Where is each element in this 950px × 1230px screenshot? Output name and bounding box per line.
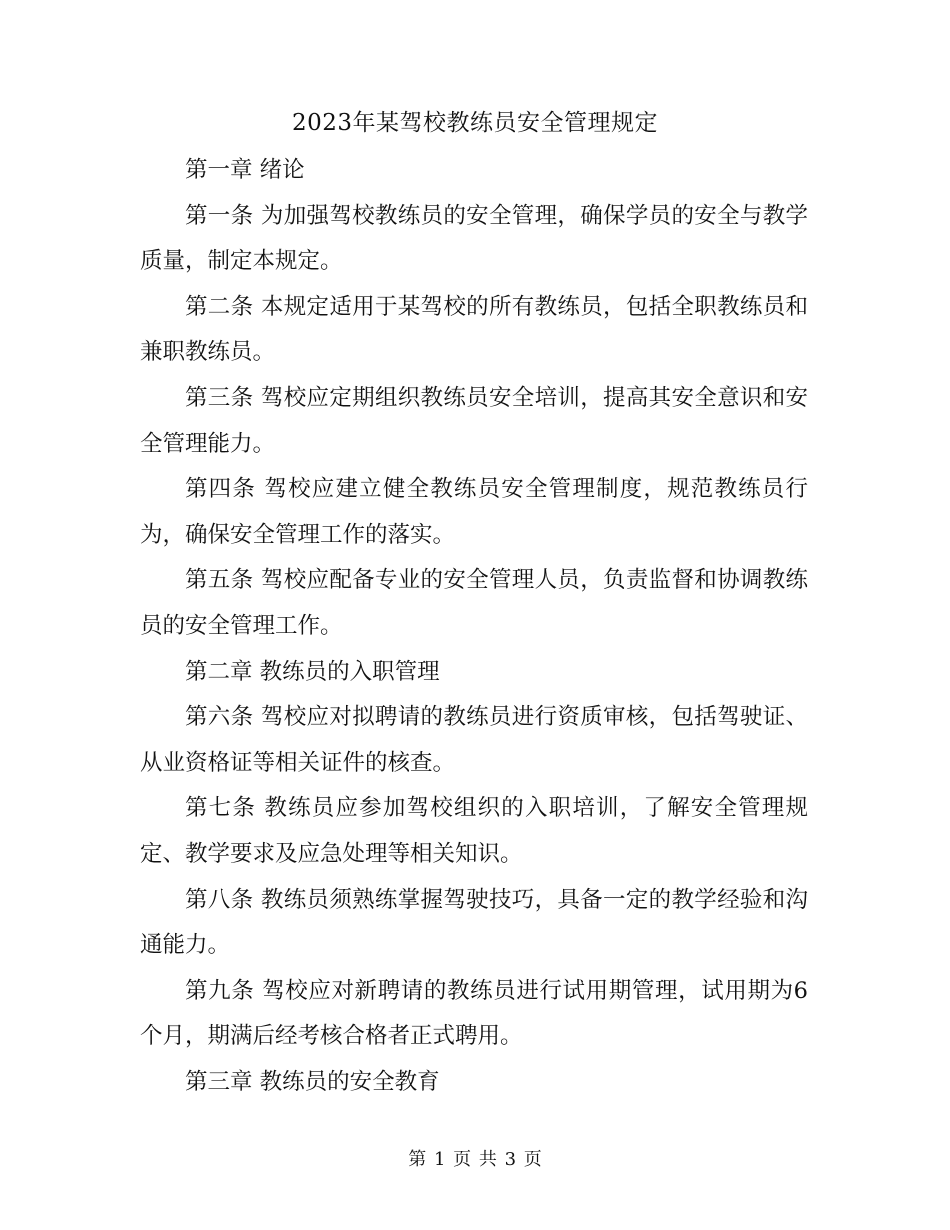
article-paragraph: 第七条 教练员应参加驾校组织的入职培训，了解安全管理规定、教学要求及应急处理等相关知识。: [140, 795, 808, 867]
article-paragraph: 第一条 为加强驾校教练员的安全管理，确保学员的安全与教学质量，制定本规定。: [140, 202, 808, 275]
chapter-heading: 第一章 绪论: [185, 157, 305, 183]
document-title: 2023年某驾校教练员安全管理规定: [291, 110, 659, 136]
article-paragraph: 第六条 驾校应对拟聘请的教练员进行资质审核，包括驾驶证、从业资格证等相关证件的核查。: [140, 704, 808, 776]
article-paragraph: 第五条 驾校应配备专业的安全管理人员，负责监督和协调教练员的安全管理工作。: [140, 567, 808, 639]
article-paragraph: 第二条 本规定适用于某驾校的所有教练员，包括全职教练员和兼职教练员。: [140, 293, 808, 366]
article-paragraph: 第八条 教练员须熟练掌握驾驶技巧，具备一定的教学经验和沟通能力。: [140, 886, 808, 959]
article-paragraph: 第三条 驾校应定期组织教练员安全培训，提高其安全意识和安全管理能力。: [140, 384, 808, 457]
page-number-footer: 第 1 页 共 3 页: [408, 1149, 542, 1170]
chapter-heading: 第三章 教练员的安全教育: [185, 1068, 440, 1095]
chapter-heading: 第二章 教练员的入职管理: [185, 658, 440, 685]
document-body: [140, 148, 808, 1105]
article-paragraph: 第九条 驾校应对新聘请的教练员进行试用期管理，试用期为6个月，期满后经考核合格者正式聘用。: [140, 977, 808, 1050]
article-paragraph: 第四条 驾校应建立健全教练员安全管理制度，规范教练员行为，确保安全管理工作的落实。: [140, 476, 808, 548]
